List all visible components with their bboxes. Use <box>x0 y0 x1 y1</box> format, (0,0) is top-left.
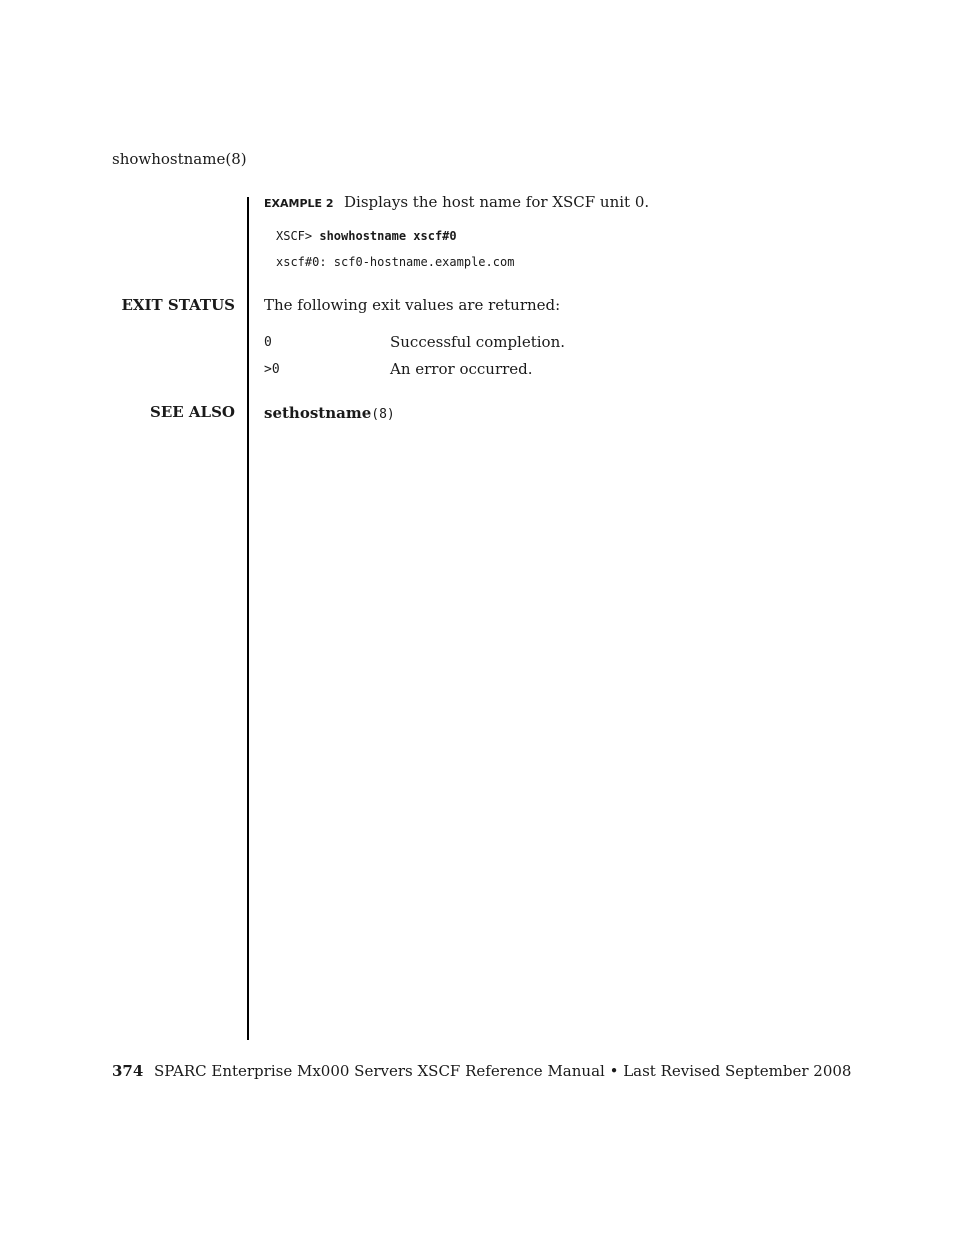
example-command: showhostname xscf#0 <box>319 229 457 243</box>
exit-value-meaning: An error occurred. <box>390 360 533 378</box>
exit-value-meaning: Successful completion. <box>390 333 566 351</box>
exit-status-heading: EXIT STATUS <box>121 296 235 314</box>
example-label: EXAMPLE 2 <box>264 197 334 210</box>
exit-value-code: 0 <box>264 335 272 350</box>
see-also-ref-section: (8) <box>371 407 395 422</box>
page-number: 374 <box>112 1062 144 1080</box>
see-also-ref-name[interactable]: sethostname <box>264 404 372 422</box>
footer-text: SPARC Enterprise Mx000 Servers XSCF Reference Manual • Last Revised September 2008 <box>154 1062 852 1080</box>
exit-value-code: >0 <box>264 362 280 377</box>
exit-status-intro: The following exit values are returned: <box>264 296 561 314</box>
example-heading <box>264 192 649 211</box>
example-output: xscf#0: scf0-hostname.example.com <box>276 255 515 269</box>
shell-prompt: XSCF> <box>276 229 313 243</box>
see-also-heading: SEE ALSO <box>149 403 235 421</box>
page-footer <box>112 1062 851 1080</box>
see-also-reference[interactable] <box>264 403 395 422</box>
example-command-line <box>276 229 457 243</box>
section-divider-rule <box>247 197 249 1040</box>
example-description: Displays the host name for XSCF unit 0. <box>344 193 650 211</box>
running-header: showhostname(8) <box>112 150 247 168</box>
